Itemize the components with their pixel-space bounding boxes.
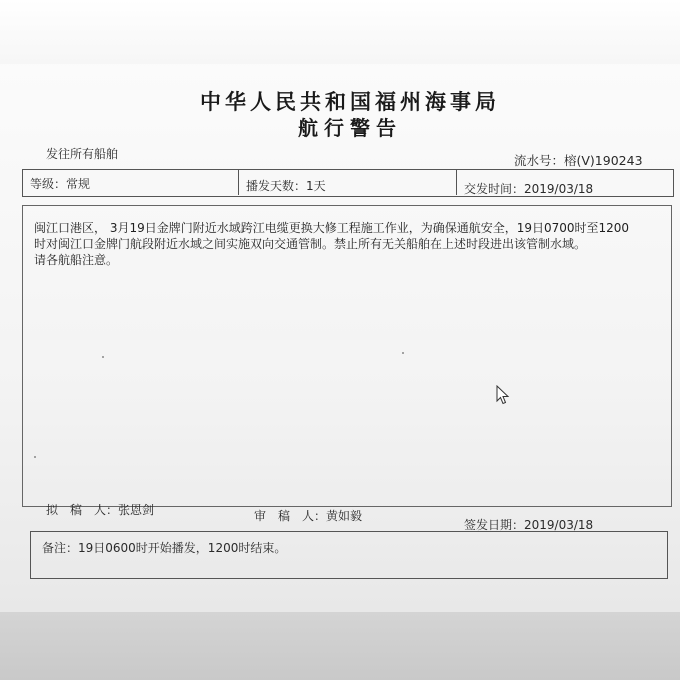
screen-speck bbox=[34, 456, 36, 458]
screen-speck bbox=[102, 356, 104, 358]
mouse-pointer-icon bbox=[496, 385, 510, 405]
content-line: 请各航船注意。 bbox=[34, 253, 119, 267]
broadcast-days-field: 播发天数：1天 bbox=[246, 179, 326, 193]
content-line: 时对闽江口金牌门航段附近水域之间实施双向交通管制。禁止所有无关船舶在上述时段进出该管制水域。 bbox=[34, 237, 587, 251]
reviewer-field: 审 稿 人：黄如毅 bbox=[254, 509, 363, 523]
serial-number: 流水号：榕(V)190243 bbox=[514, 153, 643, 168]
agency-title: 中华人民共和国福州海事局 bbox=[200, 90, 500, 114]
drafter-field: 拟 稿 人：张恩剑 bbox=[46, 503, 155, 517]
recipient-label: 发往所有船舶 bbox=[46, 147, 119, 161]
document-type-title: 航行警告 bbox=[298, 116, 402, 140]
bottom-shadow bbox=[0, 612, 680, 680]
sign-date-field: 签发日期：2019/03/18 bbox=[464, 518, 594, 532]
content-line: 闽江口港区， 3月19日金牌门附近水域跨江电缆更换大修工程施工作业，为确保通航安全，19日0700时至1200 bbox=[34, 221, 630, 235]
info-divider bbox=[456, 169, 457, 195]
screen-speck bbox=[402, 352, 404, 354]
top-glare bbox=[0, 0, 680, 64]
level-field: 等级：常规 bbox=[30, 177, 91, 191]
remark-text: 备注：19日0600时开始播发，1200时结束。 bbox=[42, 541, 287, 555]
issue-time-field: 交发时间：2019/03/18 bbox=[464, 182, 594, 196]
warning-content bbox=[34, 220, 670, 268]
info-divider bbox=[238, 169, 239, 195]
